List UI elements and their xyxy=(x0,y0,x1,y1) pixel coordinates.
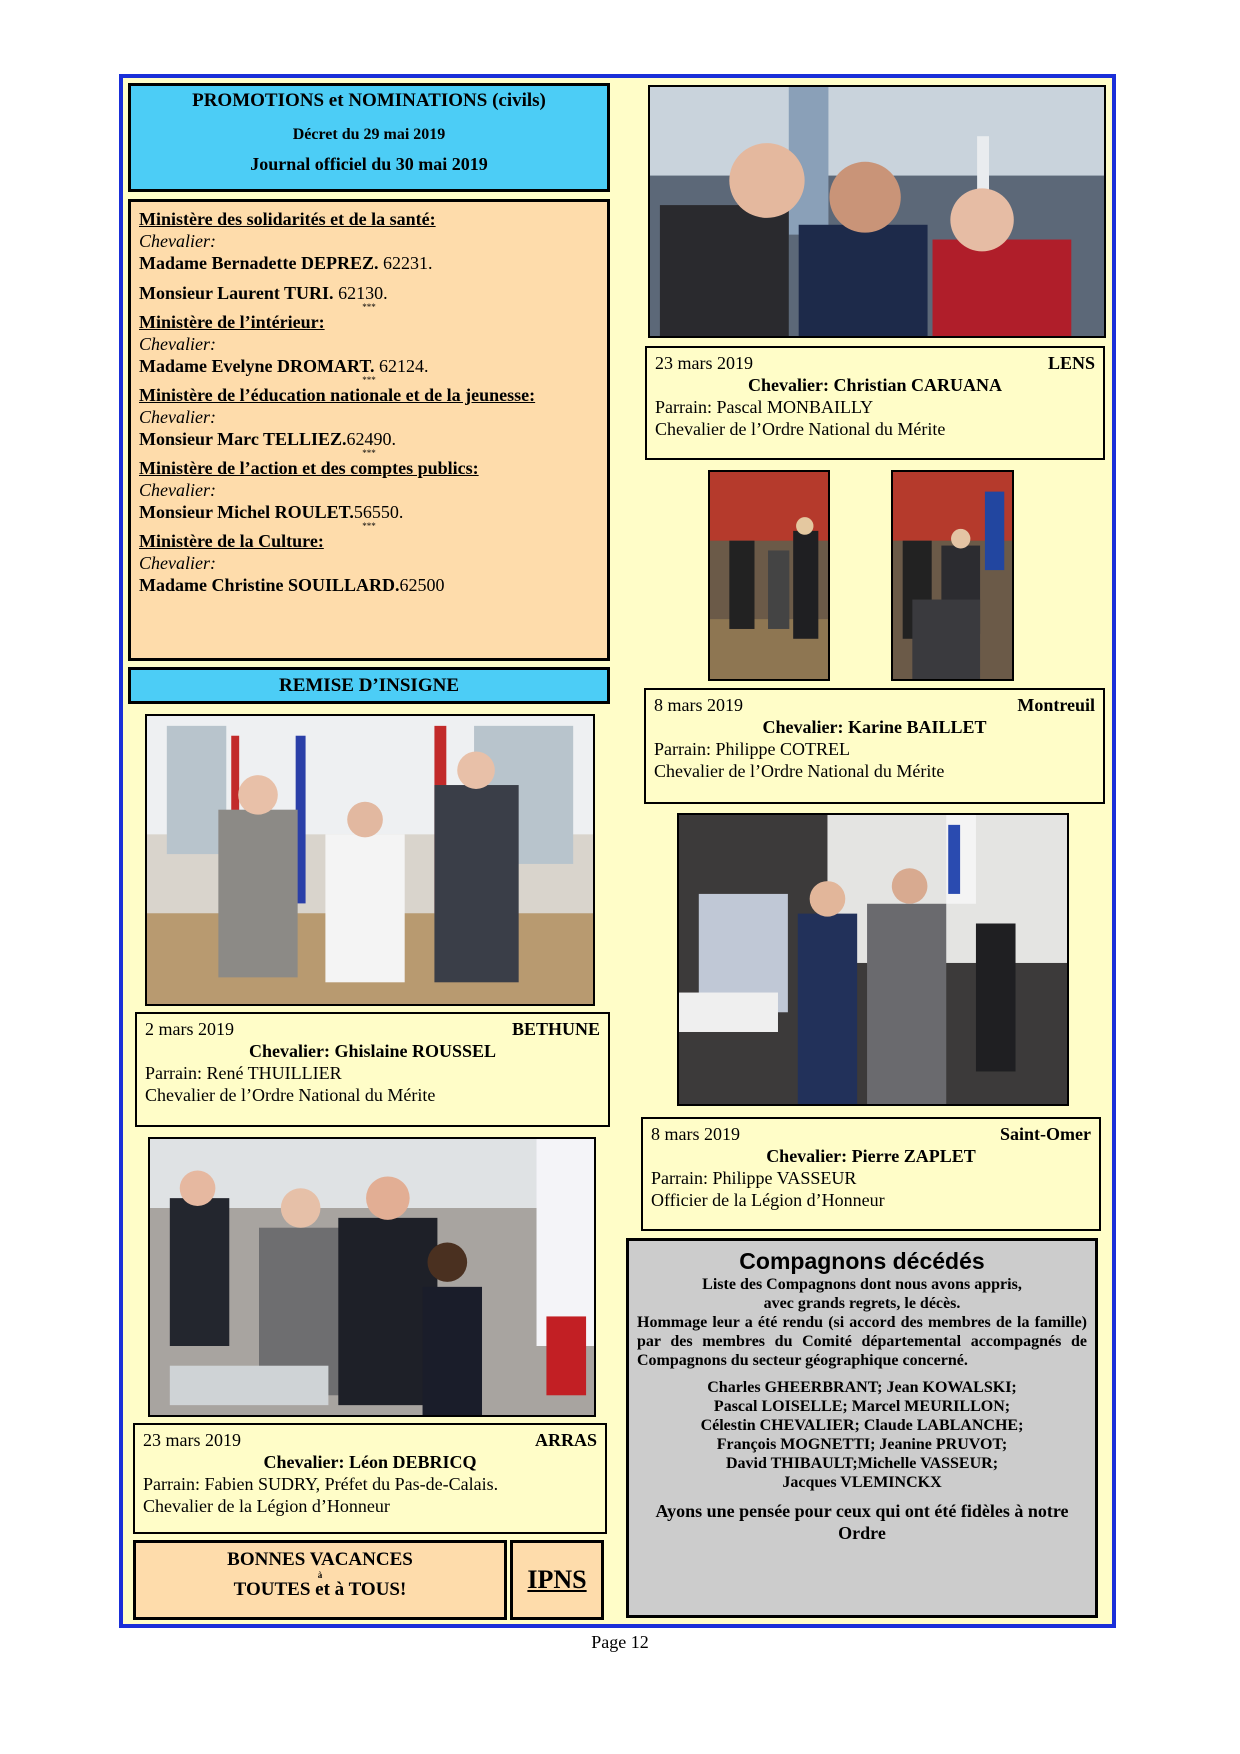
ceremony-date: 23 mars 2019 xyxy=(143,1430,241,1450)
compagnons-decedes-box xyxy=(626,1238,1098,1618)
ceremony-title: Chevalier: Karine BAILLET xyxy=(762,717,987,737)
ceremony-place: Montreuil xyxy=(1017,695,1095,715)
ceremony-parrain: Parrain: Fabien SUDRY, Préfet du Pas-de-Calais. xyxy=(143,1474,499,1494)
person-entry: Madame Bernadette DEPREZ. 62231. xyxy=(139,253,433,273)
deces-names xyxy=(637,1378,1087,1492)
caption-montreuil xyxy=(644,688,1105,804)
ceremony-order: Chevalier de l’Ordre National du Mérite xyxy=(145,1085,436,1105)
deces-name-line: Jacques VLEMINCKX xyxy=(782,1474,942,1491)
ceremony-place: LENS xyxy=(1047,353,1095,373)
deces-homage: Hommage leur a été rendu (si accord des membres de la famille) par des membres du Comité départemental accompagnés de Compagnons du secteur géographique concerné. xyxy=(637,1314,1087,1369)
ceremony-title: Chevalier: Christian CARUANA xyxy=(748,375,1002,395)
vacances-line3: TOUTES et à TOUS! xyxy=(233,1579,407,1600)
ministry-rank: Chevalier: xyxy=(139,407,216,427)
ministry-name: Ministère de l’éducation nationale et de la jeunesse: xyxy=(139,385,536,405)
page-number: Page 12 xyxy=(591,1632,649,1652)
caption-bethune xyxy=(135,1012,610,1127)
header-decree: Décret du 29 mai 2019 xyxy=(292,126,446,143)
ceremony-order: Chevalier de la Légion d’Honneur xyxy=(143,1496,390,1516)
ceremony-order: Chevalier de l’Ordre National du Mérite xyxy=(655,419,946,439)
photo-montreuil-1 xyxy=(708,470,830,681)
ceremony-place: BETHUNE xyxy=(511,1019,600,1039)
ministry-rank: Chevalier: xyxy=(139,553,216,573)
ceremony-date: 23 mars 2019 xyxy=(655,353,753,373)
ipns-box: IPNS xyxy=(510,1540,604,1620)
ceremony-date: 8 mars 2019 xyxy=(654,695,743,715)
person-entry: Monsieur Marc TELLIEZ.62490. xyxy=(139,429,397,449)
separator: *** xyxy=(362,302,376,312)
ceremony-parrain: Parrain: Philippe COTREL xyxy=(654,739,850,759)
header-journal: Journal officiel du 30 mai 2019 xyxy=(250,154,488,174)
ceremony-date: 8 mars 2019 xyxy=(651,1124,740,1144)
ceremony-parrain: Parrain: Philippe VASSEUR xyxy=(651,1168,857,1188)
separator: *** xyxy=(362,375,376,385)
ministry-rank: Chevalier: xyxy=(139,480,216,500)
ministry-rank: Chevalier: xyxy=(139,334,216,354)
vacances-line2: à xyxy=(317,1570,323,1580)
ministries-box xyxy=(128,199,610,661)
deces-intro-2: avec grands regrets, le décès. xyxy=(763,1295,961,1312)
deces-title: Compagnons décédés xyxy=(739,1248,985,1274)
deces-name-line: Charles GHEERBRANT; Jean KOWALSKI; xyxy=(707,1379,1017,1396)
ceremony-title: Chevalier: Pierre ZAPLET xyxy=(766,1146,976,1166)
ministry-rank: Chevalier: xyxy=(139,231,216,251)
deces-name-line: Pascal LOISELLE; Marcel MEURILLON; xyxy=(713,1398,1011,1415)
person-entry: Madame Christine SOUILLARD.62500 xyxy=(139,575,445,595)
ceremony-place: ARRAS xyxy=(534,1430,597,1450)
promotions-header xyxy=(128,83,610,192)
ceremony-title: Chevalier: Léon DEBRICQ xyxy=(263,1452,477,1472)
ministry-name: Ministère des solidarités et de la santé: xyxy=(139,209,436,229)
vacances-box xyxy=(133,1540,507,1620)
ceremony-parrain: Parrain: Pascal MONBAILLY xyxy=(655,397,874,417)
ministry-name: Ministère de l’action et des comptes publics: xyxy=(139,458,479,478)
person-entry: Madame Evelyne DROMART. 62124. xyxy=(139,356,429,376)
caption-arras xyxy=(133,1423,607,1534)
deces-intro-1: Liste des Compagnons dont nous avons appris, xyxy=(702,1276,1022,1293)
deces-pensee: Ayons une pensée pour ceux qui ont été fidèles à notre Ordre xyxy=(655,1501,1069,1543)
person-entry: Monsieur Michel ROULET.56550. xyxy=(139,502,404,522)
photo-saint-omer xyxy=(677,813,1069,1106)
remise-insigne-title: REMISE D’INSIGNE xyxy=(128,667,610,704)
vacances-line1: BONNES VACANCES xyxy=(227,1549,413,1570)
ceremony-date: 2 mars 2019 xyxy=(145,1019,234,1039)
header-title: PROMOTIONS et NOMINATIONS (civils) xyxy=(192,90,546,111)
caption-lens xyxy=(645,346,1105,460)
ministry-name: Ministère de la Culture: xyxy=(139,531,324,551)
photo-arras xyxy=(148,1137,596,1417)
separator: *** xyxy=(362,521,376,531)
deces-name-line: Célestin CHEVALIER; Claude LABLANCHE; xyxy=(700,1417,1024,1434)
person-entry: Monsieur Laurent TURI. 62130. xyxy=(139,283,388,303)
ceremony-order: Chevalier de l’Ordre National du Mérite xyxy=(654,761,945,781)
ceremony-order: Officier de la Légion d’Honneur xyxy=(651,1190,885,1210)
deces-name-line: François MOGNETTI; Jeanine PRUVOT; xyxy=(716,1436,1008,1453)
deces-name-line: David THIBAULT;Michelle VASSEUR; xyxy=(725,1455,999,1472)
ceremony-title: Chevalier: Ghislaine ROUSSEL xyxy=(248,1041,497,1061)
ceremony-parrain: Parrain: René THUILLIER xyxy=(145,1063,342,1083)
ceremony-place: Saint-Omer xyxy=(1000,1124,1091,1144)
caption-saint-omer xyxy=(641,1117,1101,1231)
ministry-name: Ministère de l’intérieur: xyxy=(139,312,325,332)
separator: *** xyxy=(362,448,376,458)
photo-montreuil-2 xyxy=(891,470,1014,681)
photo-bethune xyxy=(145,714,595,1006)
photo-lens xyxy=(648,85,1106,338)
